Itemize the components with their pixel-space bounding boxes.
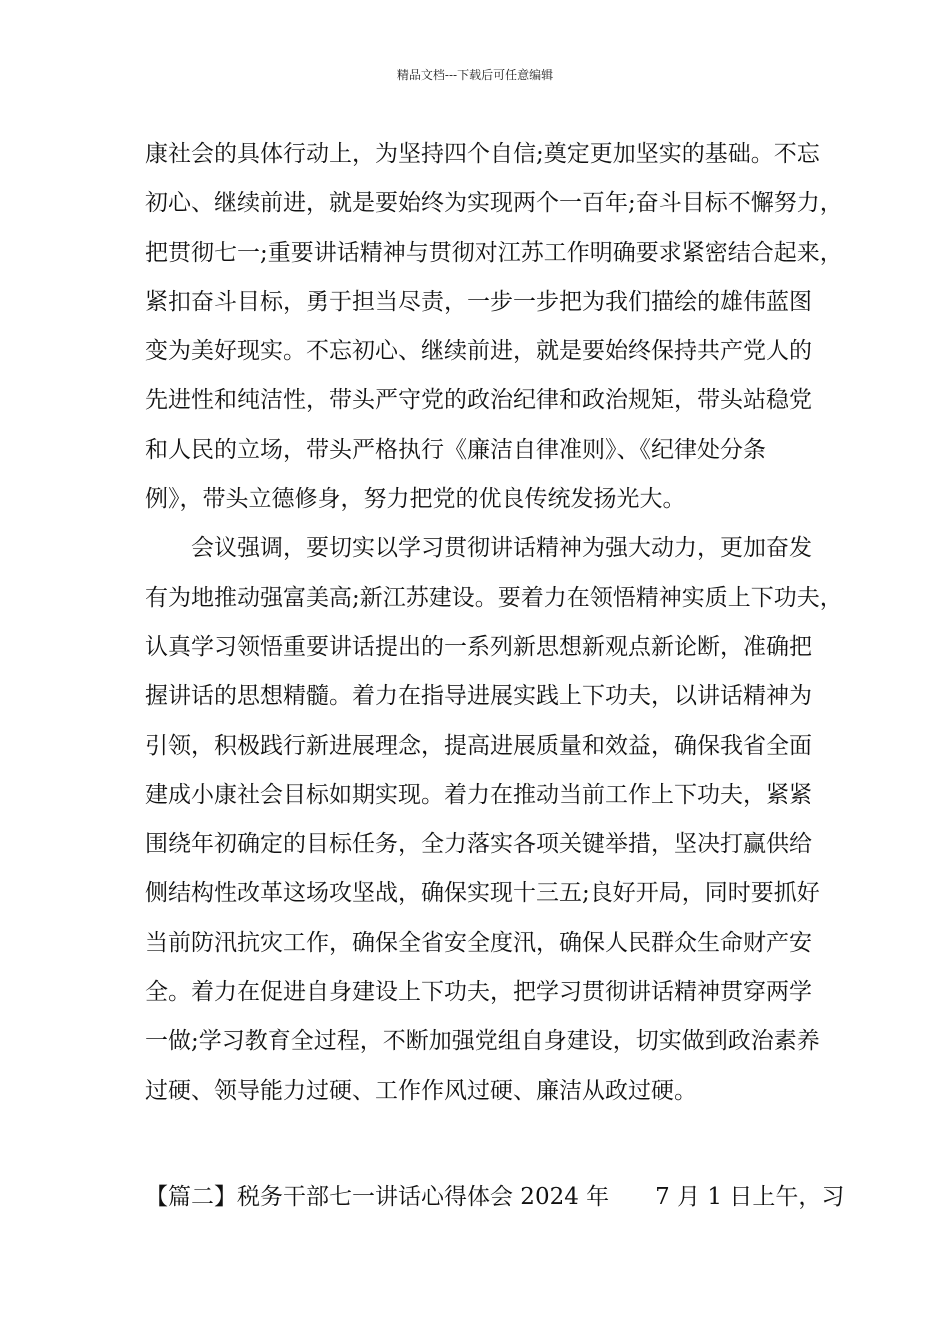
paragraph-line: 例》，带头立德修身，努力把党的优良传统发扬光大。 [145,486,686,513]
paragraph-2 [145,524,843,1116]
paragraph-line: 和人民的立场，带头严格执行《廉洁自律准则》、《纪律处分条 [145,436,766,463]
paragraph-1 [145,130,843,524]
page-header: 精品文档---下载后可任意编辑 [396,68,554,82]
paragraph-line: 紧扣奋斗目标，勇于担当尽责，一步一步把为我们描绘的雄伟蓝图 [145,288,812,315]
paragraph-line: 握讲话的思想精髓。着力在指导进展实践上下功夫，以讲话精神为 [145,683,812,710]
paragraph-line: 先进性和纯洁性，带头严守党的政治纪律和政治规矩，带头站稳党 [145,387,812,414]
paragraph-line: 康社会的具体行动上，为坚持四个自信;奠定更加坚实的基础。不忘 [145,141,820,167]
paragraph-line: 侧结构性改革这场攻坚战，确保实现十三五;良好开局，同时要抓好 [145,880,820,907]
paragraph-line: 过硬、领导能力过硬、工作作风过硬、廉洁从政过硬。 [145,1077,697,1104]
paragraph-line: 围绕年初确定的目标任务，全力落实各项关键举措，坚决打赢供给 [145,831,812,858]
section-title: 【篇二】税务干部七一讲话心得体会 2024 年 [145,1184,610,1210]
section-continuation: 7 月 1 日上午，习 [655,1184,845,1210]
paragraph-line: 引领，积极践行新进展理念，提高进展质量和效益，确保我省全面 [145,732,812,759]
paragraph-line: 建成小康社会目标如期实现。着力在推动当前工作上下功夫，紧紧 [145,781,812,808]
paragraph-line: 当前防汛抗灾工作，确保全省安全度汛，确保人民群众生命财产安 [145,929,812,956]
paragraph-line: 有为地推动强富美高;新江苏建设。要着力在领悟精神实质上下功夫， [145,584,843,611]
paragraph-line: 认真学习领悟重要讲话提出的一系列新思想新观点新论断，准确把 [145,633,812,660]
document-body [145,130,843,1116]
paragraph-line: 会议强调，要切实以学习贯彻讲话精神为强大动力，更加奋发 [191,535,812,562]
paragraph-line: 初心、继续前进，就是要始终为实现两个一百年;奋斗目标不懈努力， [145,190,843,217]
section-heading [145,1173,845,1222]
paragraph-line: 一做;学习教育全过程，不断加强党组自身建设，切实做到政治素养 [145,1028,820,1055]
paragraph-line: 全。着力在促进自身建设上下功夫，把学习贯彻讲话精神贯穿两学 [145,979,812,1006]
paragraph-line: 把贯彻七一;重要讲话精神与贯彻对江苏工作明确要求紧密结合起来， [145,239,843,266]
paragraph-line: 变为美好现实。不忘初心、继续前进，就是要始终保持共产党人的 [145,338,812,365]
